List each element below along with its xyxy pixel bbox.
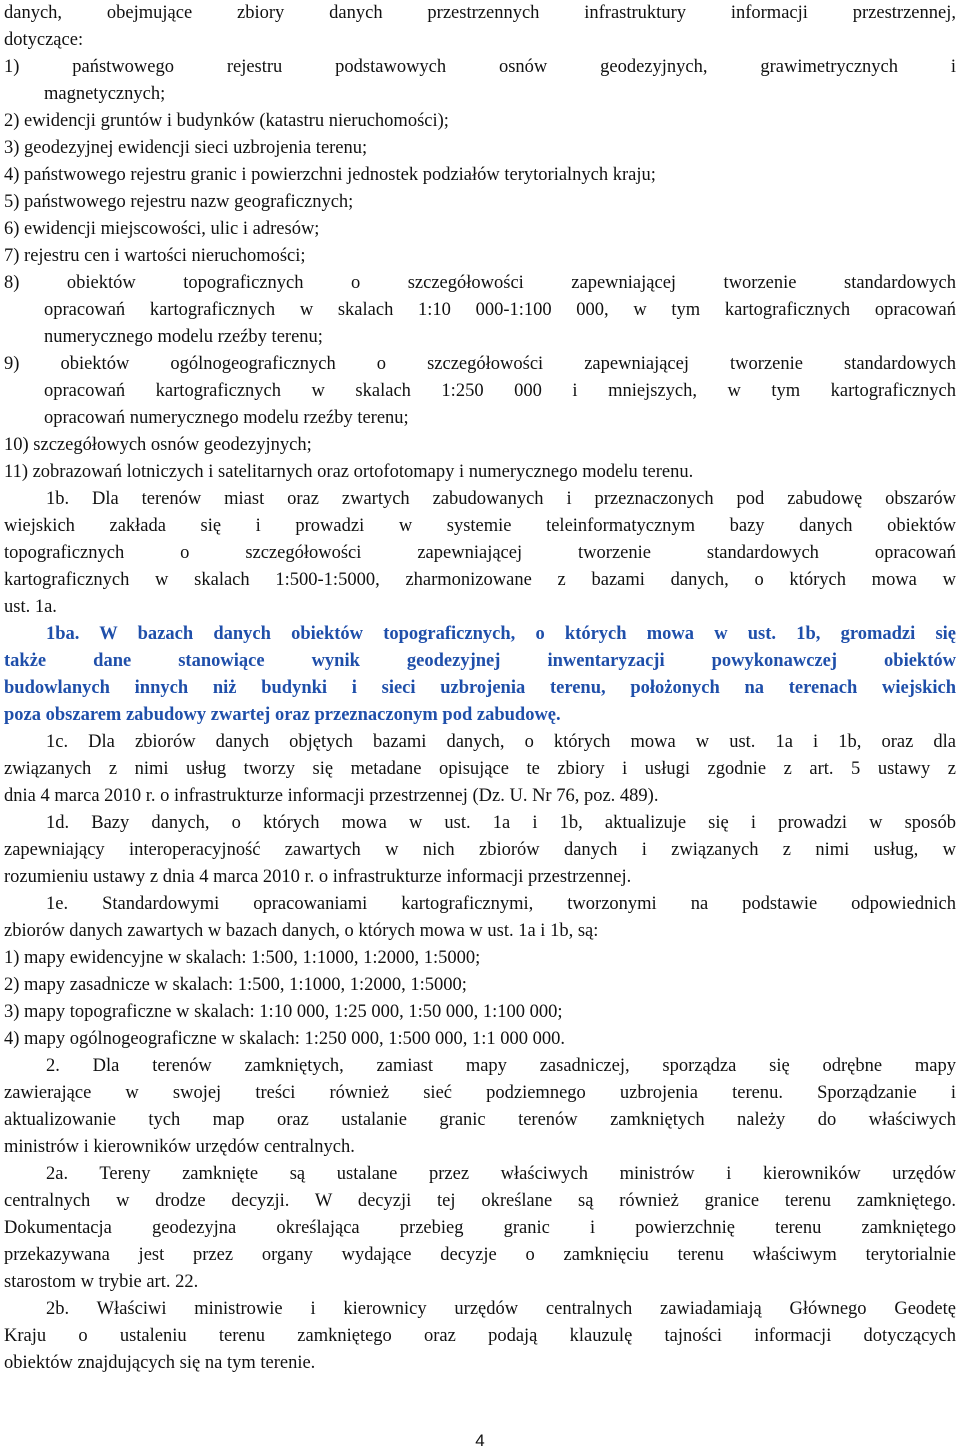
text-line: 1c. Dla zbiorów danych objętych bazami danych, o których mowa w ust. 1a i 1b, oraz dla	[46, 732, 956, 752]
text-line: wiejskich zakłada się i prowadzi w systemie teleinformatycznym bazy danych obiektów	[4, 516, 956, 536]
text-line: kartograficznych w skalach 1:500-1:5000, zharmonizowane z bazami danych, o których mowa w	[4, 570, 956, 590]
text-line: 6) ewidencji miejscowości, ulic i adresów;	[4, 219, 320, 239]
text-line: 1) mapy ewidencyjne w skalach: 1:500, 1:1000, 1:2000, 1:5000;	[4, 948, 481, 968]
text-line: 1ba. W bazach danych obiektów topograficznych, o których mowa w ust. 1b, gromadzi się	[46, 624, 956, 644]
text-line: 8) obiektów topograficznych o szczegółowości zapewniającej tworzenie standardowych	[4, 273, 956, 293]
text-line: 1e. Standardowymi opracowaniami kartograficznymi, tworzonymi na podstawie odpowiednich	[46, 894, 956, 914]
text-line: 2. Dla terenów zamkniętych, zamiast mapy zasadniczej, sporządza się odrębne mapy	[46, 1056, 956, 1076]
text-line: centralnych w drodze decyzji. W decyzji tej określane są również granice terenu zamkniętego.	[4, 1191, 956, 1211]
text-line: 2b. Właściwi ministrowie i kierownicy urzędów centralnych zawiadamiają Głównego Geodetę	[46, 1299, 956, 1319]
text-line: danych, obejmujące zbiory danych przestrzennych infrastruktury informacji przestrzennej,	[4, 3, 956, 23]
text-line: 11) zobrazowań lotniczych i satelitarnych oraz ortofotomapy i numerycznego modelu terenu.	[4, 462, 694, 482]
text-line: 2) ewidencji gruntów i budynków (katastru nieruchomości);	[4, 111, 449, 131]
page-number: 4	[475, 1431, 485, 1450]
text-line: zbiorów danych zawartych w bazach danych, o których mowa w ust. 1a i 1b, są:	[4, 921, 599, 941]
text-line: dotyczące:	[4, 30, 84, 50]
text-line: 7) rejestru cen i wartości nieruchomości;	[4, 246, 306, 266]
text-line: Dokumentacja geodezyjna określająca przebieg granic i powierzchnię terenu zamkniętego	[4, 1218, 956, 1238]
text-line: 1b. Dla terenów miast oraz zwartych zabudowanych i przeznaczonych pod zabudowę obszarów	[46, 489, 956, 509]
text-line: związanych z nimi usług tworzy się metadane opisujące te zbiory i usługi zgodnie z art. 5 ustawy z	[4, 759, 956, 779]
text-line: Kraju o ustaleniu terenu zamkniętego oraz podają klauzulę tajności informacji dotyczących	[4, 1326, 956, 1346]
text-line: przekazywana jest przez organy wydające decyzje o zamknięciu terenu właściwym terytorialnie	[4, 1245, 956, 1265]
text-line: 2a. Tereny zamknięte są ustalane przez właściwych ministrów i kierowników urzędów	[46, 1164, 956, 1184]
text-line: rozumieniu ustawy z dnia 4 marca 2010 r. o infrastrukturze informacji przestrzennej.	[4, 867, 632, 887]
text-line: dnia 4 marca 2010 r. o infrastrukturze informacji przestrzennej (Dz. U. Nr 76, poz. 489).	[4, 786, 659, 806]
text-line: 3) mapy topograficzne w skalach: 1:10 000, 1:25 000, 1:50 000, 1:100 000;	[4, 1002, 563, 1022]
text-line: 1d. Bazy danych, o których mowa w ust. 1a i 1b, aktualizuje się i prowadzi w sposób	[46, 813, 956, 833]
text-line: 2) mapy zasadnicze w skalach: 1:500, 1:1000, 1:2000, 1:5000;	[4, 975, 467, 995]
text-line: opracowań kartograficznych w skalach 1:10 000-1:100 000, w tym kartograficznych opracowań	[44, 300, 956, 320]
text-line: poza obszarem zabudowy zwartej oraz przeznaczonym pod zabudowę.	[4, 705, 561, 725]
text-line: numerycznego modelu rzeźby terenu;	[44, 327, 323, 347]
text-line: 4) mapy ogólnogeograficzne w skalach: 1:250 000, 1:500 000, 1:1 000 000.	[4, 1029, 566, 1049]
text-line: 5) państwowego rejestru nazw geograficznych;	[4, 192, 354, 212]
text-line: 1) państwowego rejestru podstawowych osnów geodezyjnych, grawimetrycznych i	[4, 57, 956, 77]
text-line: obiektów znajdujących się na tym terenie.	[4, 1353, 316, 1373]
text-line: 9) obiektów ogólnogeograficznych o szczegółowości zapewniającej tworzenie standardowych	[4, 354, 956, 374]
text-line: aktualizowanie tych map oraz ustalanie granic terenów zamkniętych należy do właściwych	[4, 1110, 956, 1130]
text-line: także dane stanowiące wynik geodezyjnej inwentaryzacji powykonawczej obiektów	[4, 651, 956, 671]
text-line: 4) państwowego rejestru granic i powierzchni jednostek podziałów terytorialnych kraju;	[4, 165, 656, 185]
text-line: 3) geodezyjnej ewidencji sieci uzbrojenia terenu;	[4, 138, 368, 158]
text-line: ust. 1a.	[4, 597, 57, 617]
text-line: starostom w trybie art. 22.	[4, 1272, 199, 1292]
text-line: opracowań kartograficznych w skalach 1:250 000 i mniejszych, w tym kartograficznych	[44, 381, 956, 401]
text-line: topograficznych o szczegółowości zapewniającej tworzenie standardowych opracowań	[4, 543, 956, 563]
text-line: opracowań numerycznego modelu rzeźby terenu;	[44, 408, 409, 428]
text-line: zawierające w swojej treści również sieć podziemnego uzbrojenia terenu. Sporządzanie i	[4, 1083, 956, 1103]
text-line: 10) szczegółowych osnów geodezyjnych;	[4, 435, 312, 455]
text-line: ministrów i kierowników urzędów centralnych.	[4, 1137, 355, 1157]
text-line: zapewniający interoperacyjność zawartych w nich zbiorów danych i związanych z nimi usług, w	[4, 840, 956, 860]
text-line: budowlanych innych niż budynki i sieci uzbrojenia terenu, położonych na terenach wiejskich	[4, 678, 956, 698]
text-line: magnetycznych;	[44, 84, 166, 104]
